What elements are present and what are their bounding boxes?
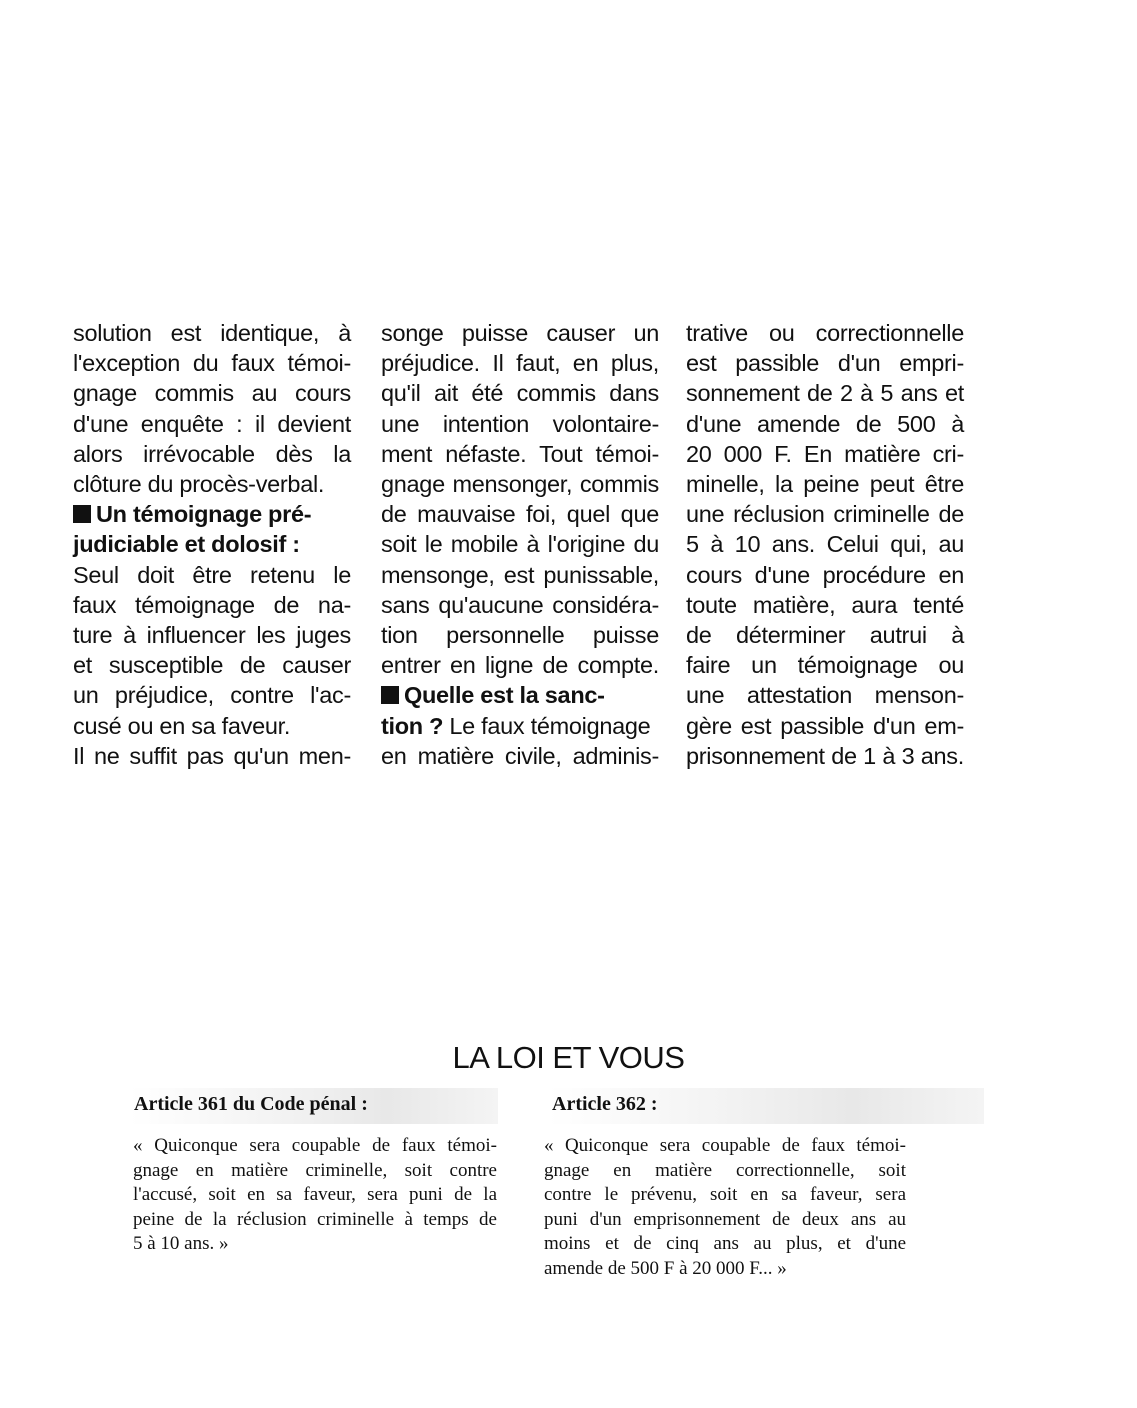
text-line: Seul doit être retenu le: [73, 561, 351, 588]
text-line: entrer en ligne de compte.: [381, 652, 659, 679]
heading-text: Un témoignage pré-: [96, 501, 312, 528]
text-line: d'une enquête : il devient: [73, 410, 351, 437]
text-line: gère est passible d'un em-: [686, 712, 964, 739]
text-line: 5 à 10 ans. »: [133, 1233, 229, 1255]
text-line: minelle, la peine peut être: [686, 471, 964, 498]
text-line: gnage commis au cours: [73, 380, 351, 407]
text-line: Il ne suffit pas qu'un men-: [73, 742, 351, 769]
text-line: qu'il ait été commis dans: [381, 380, 659, 407]
text-line: soit le mobile à l'origine du: [381, 531, 659, 558]
article-heading: Article 362 :: [552, 1093, 658, 1115]
article-column-3: [686, 318, 964, 771]
article-362-header: [548, 1088, 984, 1124]
text-line: gnage en matière criminelle, soit contre: [133, 1159, 497, 1181]
text-line: solution est identique, à: [73, 320, 351, 346]
text-line: une intention volontaire-: [381, 410, 659, 437]
article-361-header: [130, 1088, 498, 1124]
text-line: de mauvaise foi, quel que: [381, 501, 659, 528]
heading-text: Quelle est la sanc-: [404, 682, 605, 709]
text-line: tion personnelle puisse: [381, 622, 659, 649]
text-line: puni d'un emprisonnement de deux ans au: [544, 1208, 906, 1230]
text-line: sonnement de 2 à 5 ans et: [686, 380, 964, 407]
text-line: ture à influencer les juges: [73, 622, 351, 649]
text-line: trative ou correctionnelle: [686, 320, 964, 346]
text-line: peine de la réclusion criminelle à temps de: [133, 1208, 497, 1230]
text-line: « Quiconque sera coupable de faux témoi-: [133, 1135, 497, 1156]
text-line: sans qu'aucune considéra-: [381, 591, 659, 618]
text-line: gnage mensonger, commis: [381, 471, 659, 498]
text-line: cusé ou en sa faveur.: [73, 712, 291, 739]
square-bullet-icon: [73, 505, 91, 523]
text-line: préjudice. Il faut, en plus,: [381, 350, 659, 377]
text-line: ment néfaste. Tout témoi-: [381, 440, 659, 467]
text-line: est passible d'un empri-: [686, 350, 964, 377]
text-line: contre le prévenu, soit en sa faveur, sera: [544, 1184, 906, 1206]
article-column-2: [381, 318, 659, 771]
text-line: mensonge, est punissable,: [381, 561, 659, 588]
text-line: un préjudice, contre l'ac-: [73, 682, 351, 709]
text-line: l'accusé, soit en sa faveur, sera puni de la: [133, 1184, 497, 1206]
text-line: clôture du procès-verbal.: [73, 471, 325, 498]
article-361-text: [133, 1134, 497, 1257]
text-line: gnage en matière correctionnelle, soit: [544, 1159, 906, 1181]
text-line: toute matière, aura tenté: [686, 591, 964, 618]
text-fragment: Le faux témoignage: [443, 712, 651, 739]
text-line: 5 à 10 ans. Celui qui, au: [686, 531, 964, 558]
text-line: l'exception du faux témoi-: [73, 350, 351, 377]
text-line: d'une amende de 500 à: [686, 410, 964, 437]
article-heading: Article 361 du Code pénal :: [134, 1093, 368, 1115]
text-line: une attestation menson-: [686, 682, 964, 709]
text-line: une réclusion criminelle de: [686, 501, 964, 528]
article-column-1: [73, 318, 351, 771]
text-line: alors irrévocable dès la: [73, 440, 351, 467]
text-line: 20 000 F. En matière cri-: [686, 440, 964, 467]
text-line: amende de 500 F à 20 000 F... »: [544, 1257, 787, 1279]
text-line: en matière civile, adminis-: [381, 742, 659, 769]
law-box-title: LA LOI ET VOUS: [452, 1040, 685, 1075]
heading-text: tion ?: [381, 712, 444, 739]
text-line: faux témoignage de na-: [73, 591, 351, 618]
text-line: « Quiconque sera coupable de faux témoi-: [544, 1135, 906, 1156]
section-heading: [73, 499, 351, 529]
text-line: cours d'une procédure en: [686, 561, 964, 588]
square-bullet-icon: [381, 686, 399, 704]
text-line: songe puisse causer un: [381, 320, 659, 346]
text-line: et susceptible de causer: [73, 652, 351, 679]
text-line: faire un témoignage ou: [686, 652, 964, 679]
text-line: de déterminer autrui à: [686, 622, 964, 649]
text-line: prisonnement de 1 à 3 ans.: [686, 742, 964, 769]
text-line: moins et de cinq ans au plus, et d'une: [544, 1233, 906, 1255]
section-heading: [381, 711, 659, 741]
heading-text: judiciable et dolosif :: [73, 531, 300, 558]
section-heading: [73, 529, 351, 559]
article-362-text: [544, 1134, 906, 1282]
section-heading: [381, 680, 659, 710]
